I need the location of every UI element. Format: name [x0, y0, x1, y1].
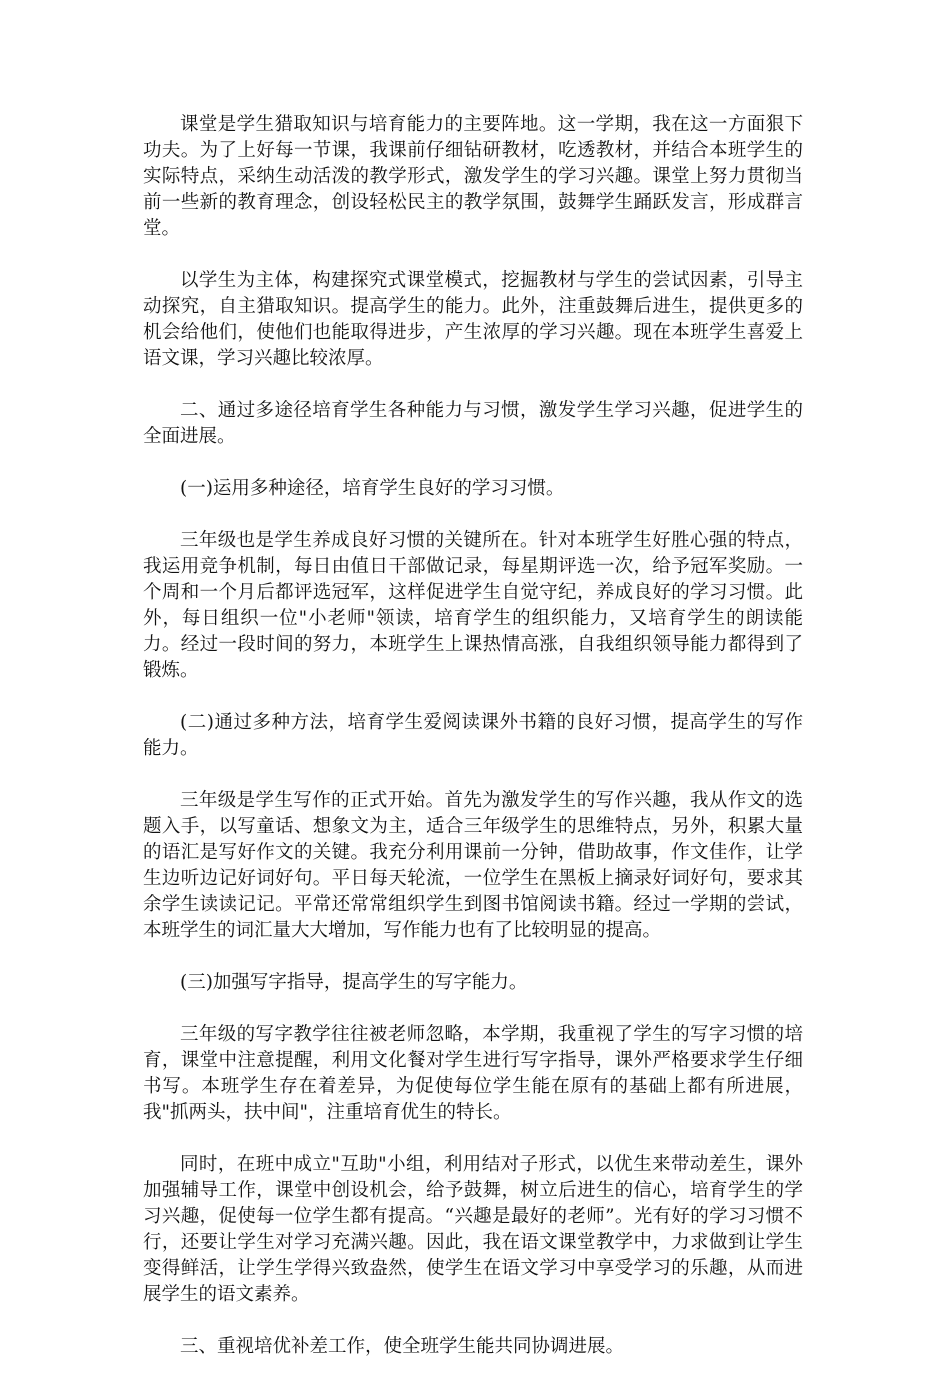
- subsection-heading-3: (三)加强写字指导，提高学生的写字能力。: [180, 972, 528, 993]
- subsection-heading-1: (一)运用多种途径，培育学生良好的学习习惯。: [180, 478, 565, 499]
- paragraph-mutual-help: 同时，在班中成立"互助"小组，利用结对子形式，以优生来带动差生，课外加强辅导工作，课堂中创设机会，给予鼓舞，树立后进生的信心，培育学生的学习兴趣，促使每一位学生都有提高。“兴趣是最好的老师”。光有好的学习习惯不行，还要让学生对学习充满兴趣。因此，我在语文课堂教学中，力求做到让学生变得鲜活，让学生学得兴致盎然，使学生在语文学习中享受学习的乐趣，从而进展学生的语文素养。: [143, 1154, 803, 1305]
- document-body: [143, 112, 803, 1386]
- paragraph-handwriting: 三年级的写字教学往往被老师忽略，本学期，我重视了学生的写字习惯的培育，课堂中注意提醒，利用文化餐对学生进行写字指导，课外严格要求学生仔细书写。本班学生存在着差异，为促使每位学生能在原有的基础上都有所进展，我"抓两头，扶中间"，注重培育优生的特长。: [143, 1024, 803, 1123]
- section-heading-3: 三、重视培优补差工作，使全班学生能共同协调进展。: [180, 1336, 625, 1357]
- subsection-heading-2: (二)通过多种方法，培育学生爱阅读课外书籍的良好习惯，提高学生的写作能力。: [143, 712, 803, 759]
- paragraph-study-habits: 三年级也是学生养成良好习惯的关键所在。针对本班学生好胜心强的特点，我运用竞争机制，每日由值日干部做记录，每星期评选一次，给予冠军奖励。一个周和一个月后都评选冠军，这样促进学生自觉守纪，养成良好的学习习惯。此外，每日组织一位"小老师"领读，培育学生的组织能力，又培育学生的朗读能力。经过一段时间的努力，本班学生上课热情高涨，自我组织领导能力都得到了锻炼。: [143, 530, 803, 681]
- section-heading-2: 二、通过多途径培育学生各种能力与习惯，激发学生学习兴趣，促进学生的全面进展。: [143, 400, 803, 447]
- paragraph-classroom-intro: 课堂是学生猎取知识与培育能力的主要阵地。这一学期，我在这一方面狠下功夫。为了上好每一节课，我课前仔细钻研教材，吃透教材，并结合本班学生的实际特点，采纳生动活泼的教学形式，激发学生的学习兴趣。课堂上努力贯彻当前一些新的教育理念，创设轻松民主的教学氛围，鼓舞学生踊跃发言，形成群言堂。: [143, 114, 803, 239]
- paragraph-writing: 三年级是学生写作的正式开始。首先为激发学生的写作兴趣，我从作文的选题入手，以写童话、想象文为主，适合三年级学生的思维特点，另外，积累大量的语汇是写好作文的关键。我充分利用课前一分钟，借助故事，作文佳作，让学生边听边记好词好句。平日每天轮流，一位学生在黑板上摘录好词好句，要求其余学生读读记记。平常还常常组织学生到图书馆阅读书籍。经过一学期的尝试，本班学生的词汇量大大增加，写作能力也有了比较明显的提高。: [143, 790, 803, 941]
- paragraph-student-centered: 以学生为主体，构建探究式课堂模式，挖掘教材与学生的尝试因素，引导主动探究，自主猎取知识。提高学生的能力。此外，注重鼓舞后进生，提供更多的机会给他们，使他们也能取得进步，产生浓厚的学习兴趣。现在本班学生喜爱上语文课，学习兴趣比较浓厚。: [143, 270, 803, 369]
